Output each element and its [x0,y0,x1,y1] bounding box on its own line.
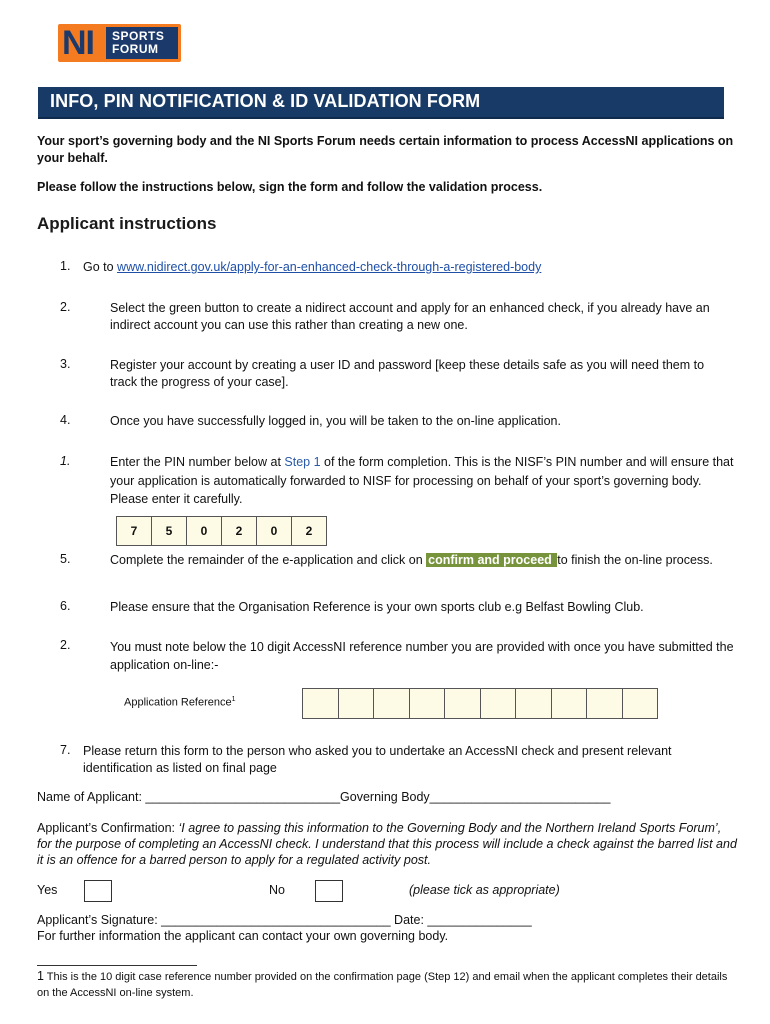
tick-note: (please tick as appropriate) [409,883,560,897]
step-number: 4. [60,413,71,427]
step-number: 3. [60,357,71,371]
logo-ni-text: NI [62,24,94,62]
yes-checkbox[interactable] [84,880,112,902]
footnote-text: This is the 10 digit case reference number provided on the confirmation page (Step 12) and email when the applicant completes their details on the AccessNI on-line system. [37,971,728,999]
step-text: Please ensure that the Organisation Reference is your own sports club e.g Belfast Bowling Club. [110,600,644,614]
reference-digit-box[interactable] [516,689,552,718]
reference-digit-box[interactable] [552,689,588,718]
step-text: Please return this form to the person who asked you to undertake an AccessNI check and present relevant identification as listed on final page [83,744,672,775]
step-pin-text [110,453,735,509]
pin-digit: 2 [222,517,257,545]
step-number: 2. [60,300,71,314]
step-number: 6. [60,599,71,613]
step-number: 1. [60,259,71,273]
logo-sports-text: SPORTS [112,29,165,43]
reference-digit-box[interactable] [303,689,339,718]
no-label: No [269,883,285,897]
step-go-to [83,259,723,276]
step-number: 7. [60,743,71,757]
logo-box [106,27,178,59]
pin-digit: 5 [152,517,187,545]
footnote-divider [37,965,197,966]
step-text: Enter the PIN number below at [110,455,285,469]
footnote [37,968,737,1001]
application-reference-label [124,696,236,709]
intro-paragraph: Your sport’s governing body and the NI Sports Forum needs certain information to process AccessNI applications on your behalf. [37,134,734,165]
step-text: Complete the remainder of the e-application and click on [110,553,427,567]
application-reference-boxes[interactable] [302,688,658,719]
step-text: to finish the on-line process. [557,553,713,567]
confirmation-label: Applicant’s Confirmation: [37,821,179,835]
page-title: INFO, PIN NOTIFICATION & ID VALIDATION FORM [50,91,481,111]
label-text: Application Reference [124,696,232,709]
logo-forum-text: FORUM [112,42,159,56]
applicant-confirmation [37,820,737,868]
pin-digit: 7 [117,517,152,545]
pin-boxes [116,516,327,546]
signature-line[interactable]: Applicant’s Signature: _________________________________ Date: _______________ [37,913,532,927]
reference-digit-box[interactable] [623,689,658,718]
step-number: 5. [60,552,71,566]
step-text: Select the green button to create a nidirect account and apply for an enhanced check, if you already have an indirect account you can use this rather than creating a new one. [110,301,710,332]
step-text: Register your account by creating a user ID and password [keep these details safe as you will need them to track the progress of your case]. [110,358,705,389]
nidirect-link[interactable]: www.nidirect.gov.uk/apply-for-an-enhanced-check-through-a-registered-body [117,260,542,274]
step-number: 2. [60,638,71,652]
pin-digit: 2 [292,517,326,545]
reference-digit-box[interactable] [374,689,410,718]
intro-instructions: Please follow the instructions below, sign the form and follow the validation process. [37,180,543,194]
reference-digit-box[interactable] [445,689,481,718]
confirm-and-proceed-highlight: confirm and proceed [428,553,556,567]
name-of-applicant-line[interactable]: Name of Applicant: ____________________________Governing Body__________________________ [37,790,611,804]
footnote-number: 1 [37,969,44,983]
pin-digit: 0 [257,517,292,545]
reference-digit-box[interactable] [481,689,517,718]
reference-digit-box[interactable] [339,689,375,718]
step-text: You must note below the 10 digit AccessNI reference number you are provided with once you have submitted the application on-line:- [110,640,734,672]
confirmation-text: ‘I agree to passing this information to the Governing Body and the Northern Ireland Sports Forum’, for the purpose of completing an AccessNI check. I understand that this process will include a check against the barred list and it is an offence for a barred person to apply for a regulated activity post. [37,821,737,867]
further-info: For further information the applicant can contact your own governing body. [37,929,449,943]
title-bar [38,87,724,119]
step-number: 1. [60,454,71,468]
footnote-marker: 1 [231,696,236,703]
step-text: Once you have successfully logged in, you will be taken to the on-line application. [110,414,561,428]
reference-digit-box[interactable] [410,689,446,718]
section-heading: Applicant instructions [37,214,217,233]
no-checkbox[interactable] [315,880,343,902]
ni-sports-forum-logo [58,24,181,62]
reference-digit-box[interactable] [587,689,623,718]
step-text: Go to [83,260,118,274]
step-1-reference: Step 1 [284,455,321,469]
step-complete-text [110,552,730,569]
yes-label: Yes [37,883,58,897]
step-text: of the form completion. This is the NISF’s PIN number and will ensure that your application is automatically forwarded to NISF for processing on behalf of your sport’s governing body. Please enter it carefully. [110,455,734,506]
pin-digit: 0 [187,517,222,545]
